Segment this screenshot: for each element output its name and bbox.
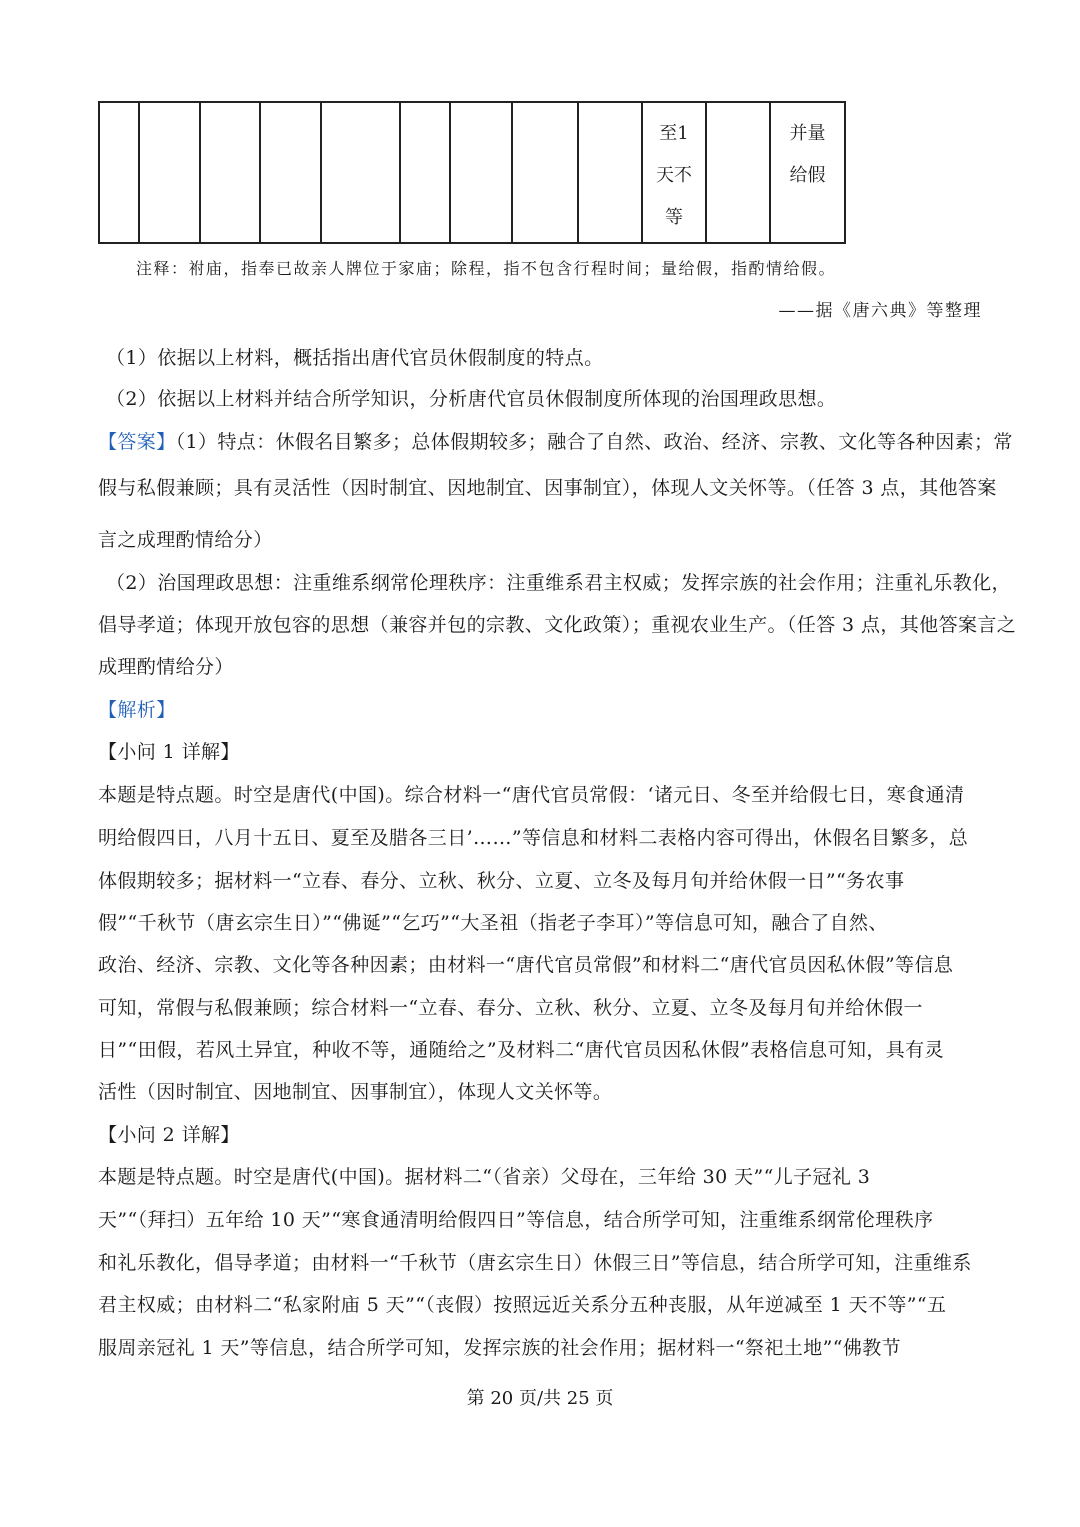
analysis-line: 服周亲冠礼 1 天”等信息，结合所学可知，发挥宗族的社会作用；据材料一“祭祀土地”“佛教节 [98,1337,902,1359]
analysis-tag: 【解析】 [98,699,176,721]
table-cell [99,102,139,243]
analysis-line: 政治、经济、宗教、文化等各种因素；由材料一“唐代官员常假”和材料二“唐代官员因私休假”等信息 [98,954,954,976]
question-2: （2）依据以上材料并结合所学知识，分析唐代官员休假制度所体现的治国理政思想。 [106,388,837,410]
table-note: 注释：祔庙，指奉已故亲人牌位于家庙；除程，指不包含行程时间；量给假，指酌情给假。 [136,259,837,278]
analysis-line: 和礼乐教化，倡导孝道；由材料一“千秋节（唐玄宗生日）休假三日”等信息，结合所学可知，注重维系 [98,1252,972,1274]
table-cell [450,102,512,243]
analysis-line: 可知，常假与私假兼顾；综合材料一“立春、春分、立秋、秋分、立夏、立冬及每月旬并给休假一 [98,997,923,1019]
table-cell [512,102,578,243]
table-cell: 并量给假 [770,102,845,243]
analysis-line: 天”“（拜扫）五年给 10 天”“寒食通清明给假四日”等信息，结合所学可知，注重维系纲常伦理秩序 [98,1209,934,1231]
table-cell [400,102,450,243]
answer-tag: 【答案】 [98,431,176,453]
holiday-table [98,101,846,244]
answer-line: 倡导孝道；体现开放包容的思想（兼容并包的宗教、文化政策）；重视农业生产。（任答 3 点，其他答案言之 [98,614,1017,636]
table-cell [578,102,642,243]
table-row [99,102,845,243]
answer-line: 成理酌情给分） [98,656,234,678]
analysis-line: 假”“千秋节（唐玄宗生日）”“佛诞”“乞巧”“大圣祖（指老子李耳）”等信息可知，融合了自然、 [98,912,888,934]
table-cell: 至1天不等 [642,102,706,243]
answer-line: （2）治国理政思想：注重维系纲常伦理秩序：注重维系君主权威；发挥宗族的社会作用；注重礼乐教化， [106,572,1011,594]
subquestion-1-title: 【小问 1 详解】 [98,741,240,763]
answer-line: 言之成理酌情给分） [98,529,273,551]
table-cell [139,102,200,243]
page-footer: 第 20 页/共 25 页 [466,1388,614,1409]
analysis-line: 本题是特点题。时空是唐代(中国)。综合材料一“唐代官员常假：‘诸元日、冬至并给假七日，寒食通清 [98,784,965,806]
analysis-line: 明给假四日，八月十五日、夏至及腊各三日’……”等信息和材料二表格内容可得出，休假名目繁多，总 [98,827,969,849]
question-1: （1）依据以上材料，概括指出唐代官员休假制度的特点。 [106,347,604,369]
answer-line: 假与私假兼顾；具有灵活性（因时制宜、因地制宜、因事制宜），体现人文关怀等。（任答 3 点，其他答案 [98,477,997,499]
source-citation: ——据《唐六典》等整理 [778,301,982,321]
analysis-line: 体假期较多；据材料一“立春、春分、立秋、秋分、立夏、立冬及每月旬并给休假一日”“务农事 [98,870,905,892]
answer-line: 【答案】（1）特点：休假名目繁多；总体假期较多；融合了自然、政治、经济、宗教、文化等各种因素；常 [98,431,1013,453]
table-cell [260,102,321,243]
table-cell [706,102,770,243]
analysis-line: 日”“田假，若风土异宜，种收不等，通随给之”及材料二“唐代官员因私休假”表格信息可知，具有灵 [98,1039,944,1061]
analysis-line: 活性（因时制宜、因地制宜、因事制宜），体现人文关怀等。 [98,1081,613,1103]
analysis-line: 本题是特点题。时空是唐代(中国)。据材料二“（省亲）父母在，三年给 30 天”“儿子冠礼 3 [98,1166,871,1188]
analysis-line: 君主权威；由材料二“私家附庙 5 天”“（丧假）按照远近关系分五种丧服，从年逆减至 1 天不等”“五 [98,1294,947,1316]
table-cell [200,102,260,243]
subquestion-2-title: 【小问 2 详解】 [98,1124,240,1146]
table-cell [321,102,400,243]
